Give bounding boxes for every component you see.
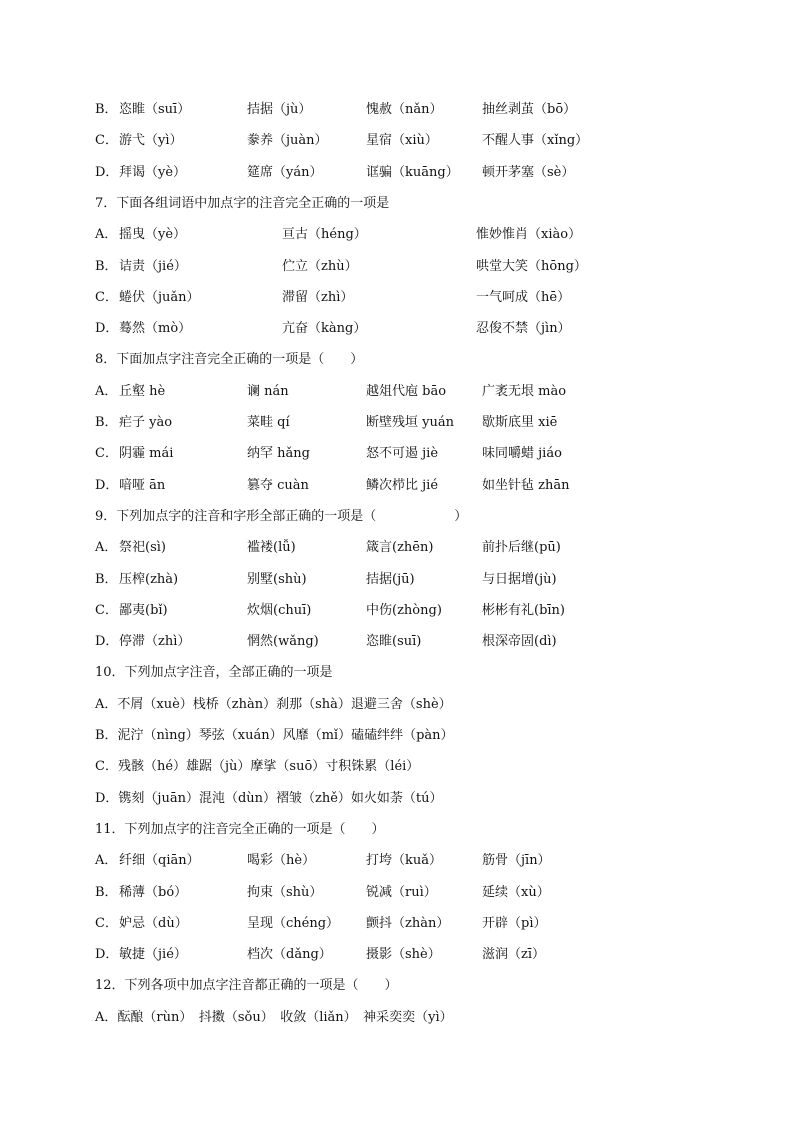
option-word: 亢奋（kàng）: [282, 321, 367, 337]
option-word: 菜畦 qí: [247, 415, 290, 430]
option-word: 蜷伏（juǎn）: [119, 289, 200, 305]
option-letter: D．: [95, 947, 119, 963]
option-letter: D．: [95, 477, 119, 493]
option-word: 炊烟(chuī): [247, 602, 312, 618]
option-word: 广袤无垠 mào: [482, 383, 567, 399]
option-word: 拜谒（yè）: [119, 164, 187, 180]
option-letter: B．: [95, 258, 118, 274]
option-word: 鳞次栉比 jié: [366, 477, 439, 493]
option-word: 滋润（zī）: [482, 947, 546, 963]
option-word: 敏捷（jié）: [119, 947, 187, 963]
option-word: 呈现（chéng）: [247, 915, 340, 931]
option-letter: D．: [95, 164, 119, 180]
option-word: 顿开茅塞（sè）: [482, 164, 575, 180]
option-letter: C．: [95, 289, 118, 305]
option-word: 妒忌（dù）: [119, 915, 188, 931]
option-letter: B．: [95, 884, 118, 900]
option-letter: C．: [95, 602, 118, 618]
option-word: 祭祀(sì): [119, 540, 166, 556]
option-word: 豢养（juàn）: [247, 133, 328, 149]
answer-line: A．不屑（xuè）栈桥（zhàn）刹那（shà）退避三舍（shè）: [95, 696, 452, 712]
option-word: 歇斯底里 xiē: [482, 415, 558, 430]
option-word: 颤抖（zhàn）: [366, 915, 450, 931]
option-letter: A．: [95, 540, 118, 556]
option-word: 愧赦（nǎn）: [366, 102, 443, 117]
option-word: 开辟（pì）: [482, 915, 547, 931]
answer-line: A．酝酿（rùn） 抖擞（sǒu） 收敛（liǎn） 神采奕奕（yì）: [95, 1009, 453, 1025]
option-word: 忍俊不禁（jìn）: [476, 321, 571, 337]
option-word: 喝彩（hè）: [247, 853, 316, 869]
question-stem: 8．下面加点字注音完全正确的一项是（ ）: [95, 352, 364, 368]
option-letter: B．: [95, 571, 118, 587]
option-word: 一气呵成（hē）: [476, 289, 571, 305]
option-word: 喑哑 ān: [119, 477, 166, 493]
option-word: 味同嚼蜡 jiáo: [482, 446, 562, 462]
option-word: 伫立（zhù）: [282, 258, 358, 274]
option-letter: C．: [95, 915, 118, 931]
option-word: 拮据（jù）: [247, 102, 312, 117]
option-word: 褴褛(lǚ): [247, 540, 296, 556]
option-word: 惘然(wǎng): [247, 634, 319, 650]
option-letter: A．: [95, 853, 118, 869]
option-word: 怒不可遏 jiè: [366, 446, 439, 462]
option-word: 断壁残垣 yuán: [366, 415, 454, 430]
option-word: 游弋（yì）: [119, 133, 183, 149]
option-word: 拘束（shù）: [247, 884, 323, 900]
option-word: 恣睢(suī): [366, 634, 422, 650]
option-word: 哄堂大笑（hōng）: [476, 258, 587, 274]
option-word: 档次（dǎng）: [247, 947, 332, 963]
option-word: 与日据增(jù): [482, 571, 557, 587]
option-word: 筵席（yán）: [247, 164, 323, 180]
option-word: 打垮（kuǎ）: [366, 853, 443, 869]
option-word: 恣睢（suī）: [119, 102, 191, 117]
option-letter: C．: [95, 446, 118, 462]
option-word: 中伤(zhòng): [366, 602, 442, 618]
answer-line: C．残骸（hé）雄踞（jù）摩挲（suō）寸积铢累（léi）: [95, 759, 420, 775]
option-word: 延续（xù）: [482, 884, 550, 900]
option-word: 星宿（xiù）: [366, 133, 438, 149]
option-letter: B．: [95, 102, 118, 117]
option-letter: D．: [95, 321, 119, 337]
option-letter: A．: [95, 227, 118, 243]
option-word: 如坐针毡 zhān: [482, 477, 570, 493]
option-word: 亘古（héng）: [282, 227, 367, 243]
question-stem: 10．下列加点字注音，全部正确的一项是: [95, 665, 333, 681]
option-word: 纤细（qiān）: [119, 853, 200, 869]
option-letter: B．: [95, 415, 118, 430]
option-word: 越俎代庖 bāo: [366, 383, 447, 399]
option-letter: C．: [95, 133, 118, 149]
option-word: 拮据(jū): [366, 571, 415, 587]
option-word: 纳罕 hǎng: [247, 446, 310, 462]
option-word: 阴霾 mái: [119, 446, 174, 462]
option-word: 别墅(shù): [247, 571, 307, 587]
answer-line: B．泥泞（nìng）琴弦（xuán）风靡（mǐ）磕磕绊绊（pàn）: [95, 728, 454, 743]
question-stem: 12．下列各项中加点字注音都正确的一项是（ ）: [95, 978, 398, 994]
option-word: 惟妙惟肖（xiào）: [476, 227, 582, 243]
option-word: 篡夺 cuàn: [247, 477, 309, 493]
option-word: 蓦然（mò）: [119, 321, 192, 337]
option-word: 滞留（zhì）: [282, 289, 354, 305]
option-letter: D．: [95, 634, 119, 650]
option-word: 稀薄（bó）: [119, 884, 188, 900]
option-word: 彬彬有礼(bīn): [482, 602, 565, 618]
option-word: 疟子 yào: [119, 415, 173, 430]
option-word: 谰 nán: [247, 383, 289, 399]
option-letter: A．: [95, 383, 118, 399]
option-word: 丘壑 hè: [119, 383, 166, 399]
option-word: 根深帝固(dì): [482, 634, 557, 650]
option-word: 不醒人事（xǐng）: [482, 133, 589, 149]
option-word: 筋骨（jīn）: [482, 853, 551, 869]
option-word: 摄影（shè）: [366, 947, 441, 963]
option-word: 停滞（zhì）: [119, 634, 191, 650]
option-word: 抽丝剥茧（bō）: [482, 102, 577, 117]
option-word: 锐减（ruì）: [366, 884, 437, 900]
option-word: 诘责（jié）: [119, 258, 187, 274]
answer-line: D．镌刻（juān）混沌（dùn）褶皱（zhě）如火如荼（tú）: [95, 790, 443, 806]
option-word: 诓骗（kuāng）: [366, 164, 459, 180]
question-stem: 9．下列加点字的注音和字形全部正确的一项是（ ）: [95, 508, 468, 524]
option-word: 鄙夷(bǐ): [119, 602, 168, 618]
option-word: 箴言(zhēn): [366, 540, 434, 556]
option-word: 压榨(zhà): [119, 571, 179, 587]
question-stem: 7．下面各组词语中加点字的注音完全正确的一项是: [95, 195, 390, 211]
question-stem: 11．下列加点字的注音完全正确的一项是（ ）: [95, 821, 385, 837]
option-word: 前扑后继(pū): [482, 540, 561, 556]
option-word: 摇曳（yè）: [119, 227, 187, 243]
